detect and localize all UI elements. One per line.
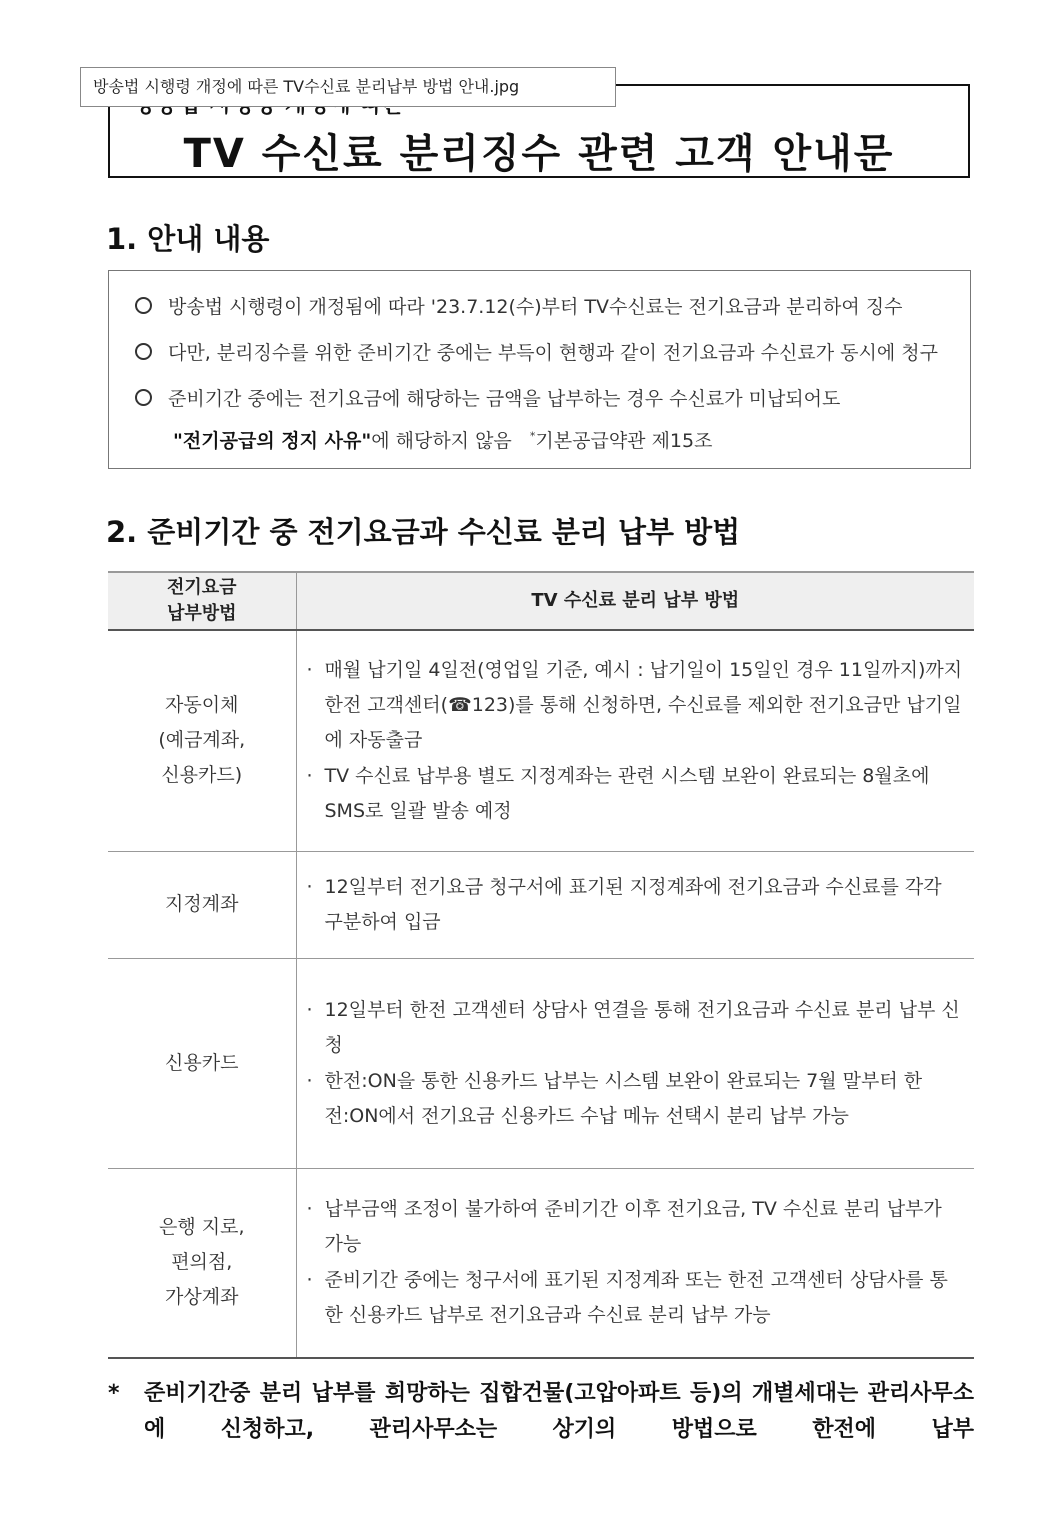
- column-header-separation-method: TV 수신료 분리 납부 방법: [296, 572, 974, 630]
- row-content: [296, 851, 974, 958]
- notice-item: 방송법 시행령이 개정됨에 따라 '23.7.12(수)부터 TV수신료는 전기요금과 분리하여 징수: [135, 292, 902, 319]
- list-item: · 12일부터 전기요금 청구서에 표기된 지정계좌에 전기요금과 수신료를 각각 구분하여 입금: [307, 870, 965, 940]
- row-content: [296, 958, 974, 1168]
- notice-item-continuation: "전기공급의 정지 사유"에 해당하지 않음 *기본공급약관 제15조: [173, 429, 713, 452]
- table-row: [108, 630, 974, 851]
- list-item: · 납부금액 조정이 불가하여 준비기간 이후 전기요금, TV 수신료 분리 납부가 가능: [307, 1192, 965, 1262]
- filename-label: 방송법 시행령 개정에 따른 TV수신료 분리납부 방법 안내.jpg: [80, 67, 616, 107]
- notice-box: [108, 270, 971, 469]
- column-header-payment-method: 전기요금 납부방법: [108, 572, 296, 630]
- table-row: [108, 958, 974, 1168]
- list-item: · 12일부터 한전 고객센터 상담사 연결을 통해 전기요금과 수신료 분리 납부 신청: [307, 993, 965, 1063]
- table-header-row: [108, 572, 974, 630]
- table-row: [108, 1168, 974, 1358]
- section1-heading: 1. 안내 내용: [106, 222, 270, 256]
- terms-reference: 기본공급약관 제15조: [535, 430, 713, 452]
- footnote: [108, 1376, 974, 1448]
- row-content: [296, 1168, 974, 1358]
- list-item: · 준비기간 중에는 청구서에 표기된 지정계좌 또는 한전 고객센터 상담사를 통한 신용카드 납부로 전기요금과 수신료 분리 납부 가능: [307, 1263, 965, 1333]
- row-label: 신용카드: [108, 958, 296, 1168]
- asterisk-mark: *: [108, 1381, 120, 1406]
- footnote-text: 준비기간중 분리 납부를 희망하는 집합건물(고압아파트 등)의 개별세대는 관리사무소에 신청하고, 관리사무소는 상기의 방법으로 한전에 납부: [144, 1381, 974, 1442]
- circle-bullet-icon: [135, 343, 152, 360]
- circle-bullet-icon: [135, 389, 152, 406]
- notice-item: 다만, 분리징수를 위한 준비기간 중에는 부득이 현행과 같이 전기요금과 수신료가 동시에 청구: [135, 338, 938, 365]
- list-item: · 매월 납기일 4일전(영업일 기준, 예시 : 납기일이 15일인 경우 11일까지)까지 한전 고객센터(☎123)를 통해 신청하면, 수신료를 제외한 전기요금만 납기일에 자동출금: [307, 653, 965, 758]
- list-item: · 한전:ON을 통한 신용카드 납부는 시스템 보완이 완료되는 7월 말부터 한전:ON에서 전기요금 신용카드 수납 메뉴 선택시 분리 납부 가능: [307, 1064, 965, 1134]
- supply-stop-reason: "전기공급의 정지 사유": [173, 430, 372, 452]
- notice-item: 준비기간 중에는 전기요금에 해당하는 금액을 납부하는 경우 수신료가 미납되어도: [135, 384, 840, 411]
- payment-method-table: [108, 571, 974, 1359]
- table-row: [108, 851, 974, 958]
- row-label: 자동이체 (예금계좌, 신용카드): [108, 630, 296, 851]
- row-content: [296, 630, 974, 851]
- row-label: 은행 지로, 편의점, 가상계좌: [108, 1168, 296, 1358]
- circle-bullet-icon: [135, 297, 152, 314]
- section2-heading: 2. 준비기간 중 전기요금과 수신료 분리 납부 방법: [106, 515, 741, 549]
- document-title: TV 수신료 분리징수 관련 고객 안내문: [183, 131, 895, 177]
- row-label: 지정계좌: [108, 851, 296, 958]
- list-item: · TV 수신료 납부용 별도 지정계좌는 관련 시스템 보완이 완료되는 8월초에 SMS로 일괄 발송 예정: [307, 759, 965, 829]
